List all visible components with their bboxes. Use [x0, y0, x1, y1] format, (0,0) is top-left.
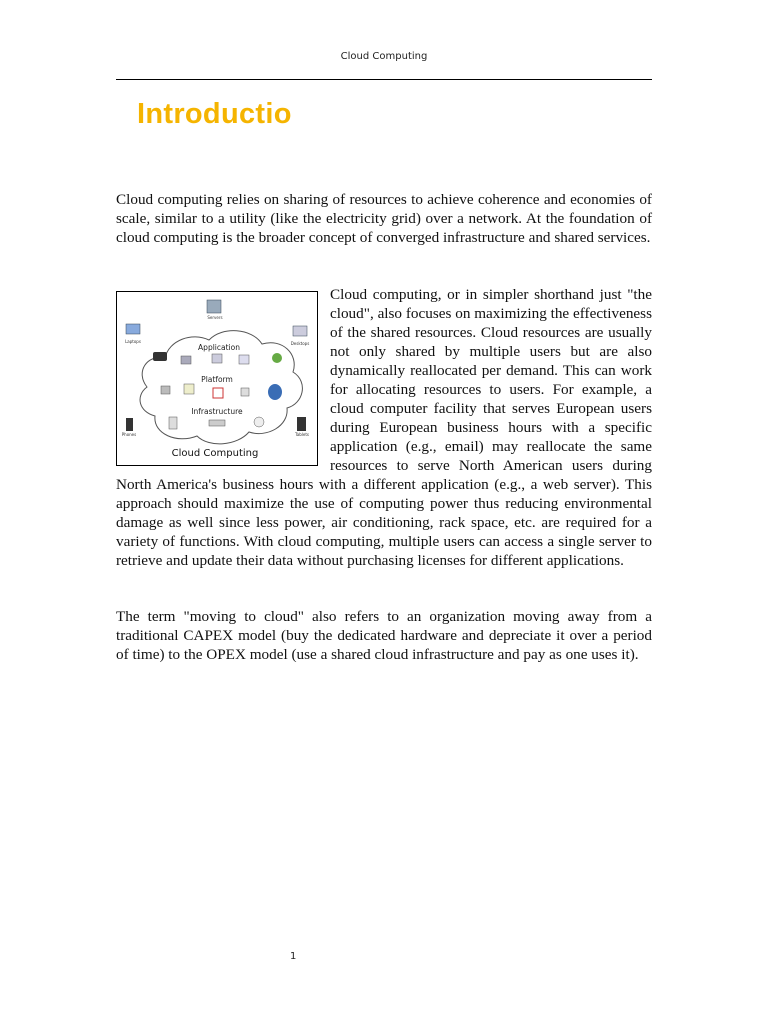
tablets-icon — [297, 417, 306, 431]
layer-infrastructure: Infrastructure — [191, 407, 243, 416]
paragraph-3: The term "moving to cloud" also refers to an organization moving away from a traditional CAPEX model (buy the dedicated hardware and depreciate it over a period of time) to the OPEX model (use a shared cloud infrastructure and pay as one uses it). — [116, 608, 652, 663]
section-heading: Introductio — [137, 98, 292, 130]
servers-label: Servers — [207, 315, 223, 320]
desktops-label: Desktops — [290, 341, 310, 346]
database-icon — [268, 384, 282, 400]
layer-application: Application — [198, 343, 240, 352]
phones-icon — [126, 418, 133, 431]
running-header: Cloud Computing — [340, 51, 428, 62]
desktops-icon — [293, 326, 307, 336]
servers-icon — [207, 300, 221, 313]
object-storage-icon — [161, 386, 170, 394]
paragraph-1: Cloud computing relies on sharing of resources to achieve coherence and economies of scale, similar to a utility (like the electricity grid) over a network. At the foundation of cloud computing is the broader concept of converged infrastructure and shared services. — [116, 191, 652, 246]
monitoring-icon — [153, 352, 167, 361]
finance-icon — [272, 353, 282, 363]
compute-icon — [169, 417, 177, 429]
queue-icon — [241, 388, 249, 396]
communication-icon — [239, 355, 249, 364]
header-rule — [116, 79, 652, 80]
cloud-computing-figure — [116, 291, 318, 466]
block-storage-icon — [209, 420, 225, 426]
network-icon — [254, 417, 264, 427]
identity-icon — [184, 384, 194, 394]
content-icon — [181, 356, 191, 364]
laptops-label: Laptops — [125, 339, 141, 344]
tablets-label: Tablets — [295, 432, 309, 437]
phones-label: Phones — [121, 432, 137, 437]
paragraph-2: Cloud computing, or in simpler shorthand just "the cloud", also focuses on maximizing the effectiveness of the shared resources. Cloud resources are usually not only shared by multiple users but are also dynamically reallocated per demand. This can work for allocating resources to users. For example, a cloud computer facility that serves European users during European business hours with a specific application (e.g., email) may reallocate the same resources to serve North American users during North America's business hours with a different application (e.g., a web server). This approach should maximize the use of computing power thus reducing environmental damage as well since less power, air conditioning, rack space, etc. are required for a variety of functions. With cloud computing, multiple users can access a single server to retrieve and update their data without purchasing licenses for different applications. — [116, 286, 652, 569]
runtime-icon — [213, 388, 223, 398]
layer-platform: Platform — [201, 375, 233, 384]
page-number: 1 — [290, 951, 297, 962]
cloud-diagram — [117, 292, 317, 465]
paragraph-2-block — [116, 285, 652, 570]
figure-caption: Cloud Computing — [171, 448, 259, 459]
collaboration-icon — [212, 354, 222, 363]
laptops-icon — [126, 324, 140, 334]
